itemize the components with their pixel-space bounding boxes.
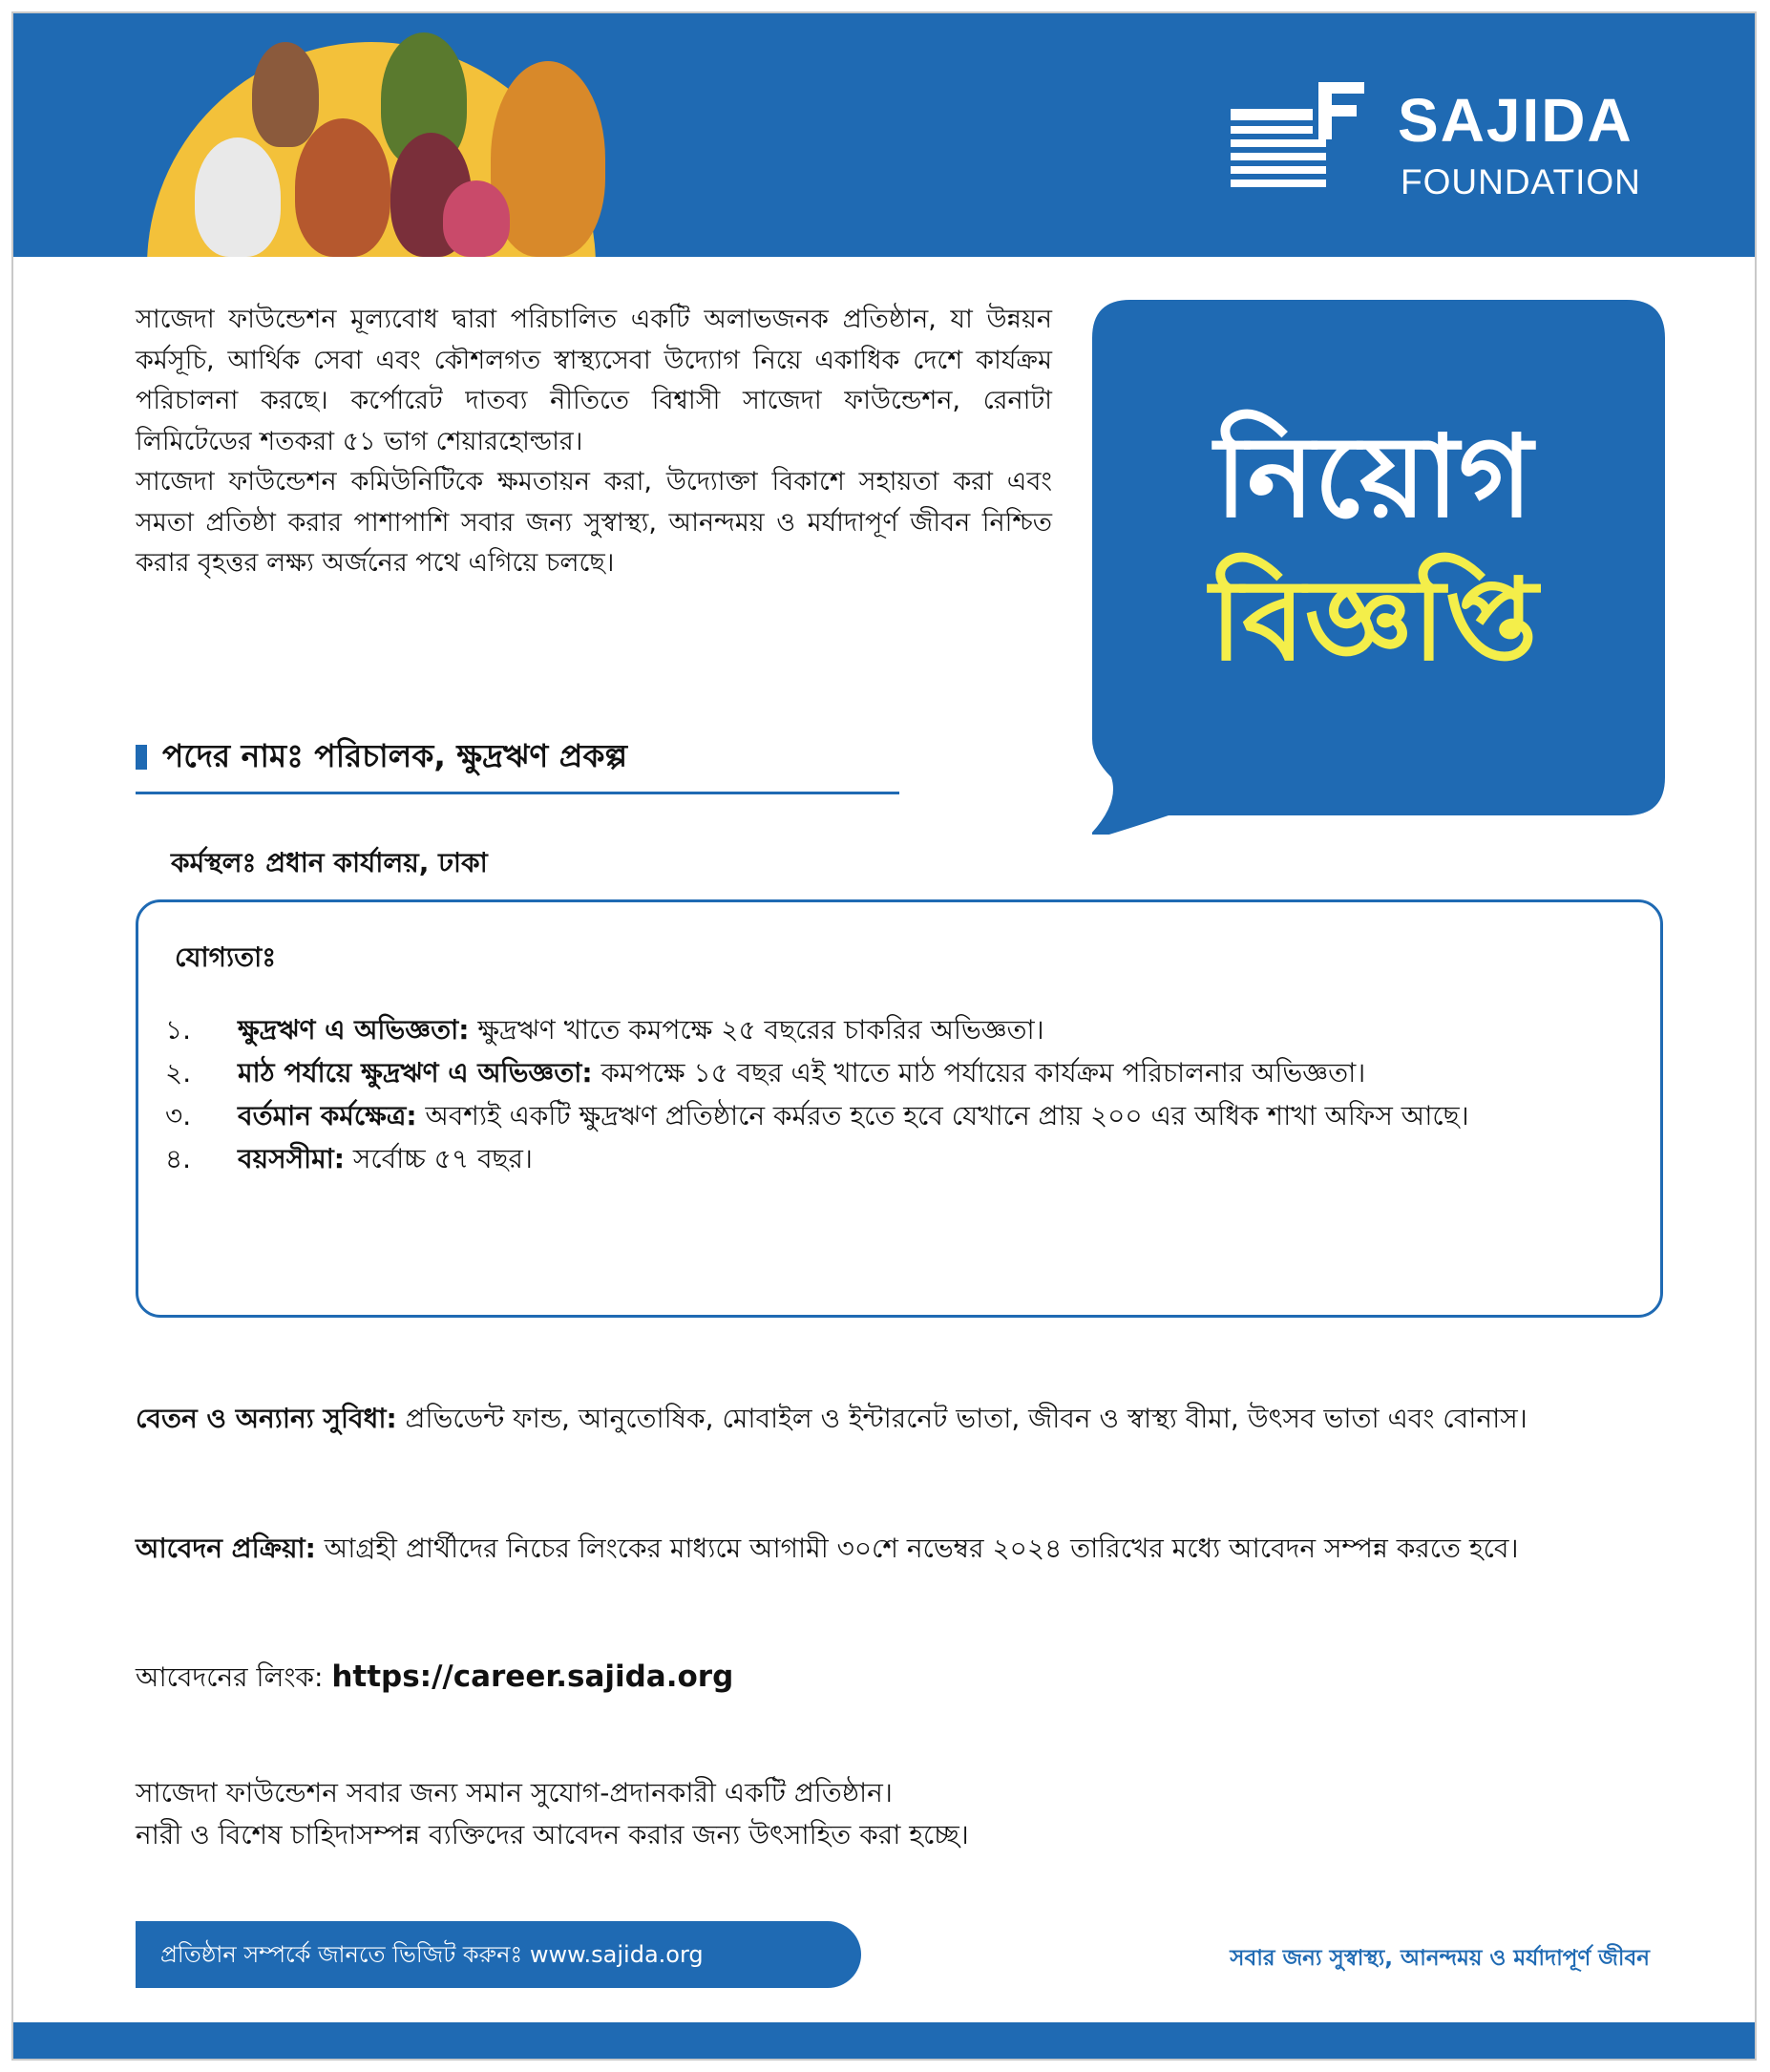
list-item [165, 1138, 1597, 1179]
post-title [136, 731, 627, 785]
application-link-line [136, 1656, 1663, 1699]
benefits-paragraph [136, 1398, 1663, 1440]
item-label: ক্ষুদ্রঋণ এ অভিজ্ঞতা: [238, 1014, 470, 1046]
benefits-text: প্রভিডেন্ট ফান্ড, আনুতোষিক, মোবাইল ও ইন্টারনেট ভাতা, জীবন ও স্বাস্থ্য বীমা, উৎসব ভাতা এবং বোনাস। [396, 1403, 1528, 1434]
logo-wordmark: SAJIDA [1398, 86, 1633, 155]
item-number: ২. [165, 1057, 192, 1089]
post-title-text: পদের নামঃ পরিচালক, ক্ষুদ্রঋণ প্রকল্প [162, 737, 628, 774]
headline-line-recruitment: নিয়োগ [1214, 411, 1533, 542]
qualifications-box [136, 899, 1663, 1318]
qualifications-title: যোগ্যতাঃ [175, 941, 277, 973]
item-label: বর্তমান কর্মক্ষেত্র: [238, 1100, 417, 1131]
divider [136, 792, 899, 794]
sf-logo-mark-icon [1231, 82, 1364, 195]
sajida-foundation-logo [1231, 69, 1670, 212]
bullet-marker-icon [136, 745, 147, 770]
headline-line-notice: বিজ্ঞপ্তি [1210, 554, 1538, 686]
closing-line: নারী ও বিশেষ চাহিদাসম্পন্ন ব্যক্তিদের আবেদন করার জন্য উৎসাহিত করা হচ্ছে। [136, 1819, 969, 1850]
intro-text [136, 300, 1052, 584]
person-photo [295, 118, 390, 257]
website-visit-banner[interactable]: প্রতিষ্ঠান সম্পর্কে জানতে ভিজিট করুনঃ www.sajida.org [136, 1921, 861, 1988]
qualifications-list [165, 1009, 1597, 1181]
item-label: মাঠ পর্যায়ে ক্ষুদ্রঋণ এ অভিজ্ঞতা: [238, 1057, 593, 1089]
list-item [165, 1052, 1597, 1093]
item-label: বয়সসীমা: [238, 1143, 345, 1174]
link-label: আবেদনের লিংক: [136, 1661, 332, 1693]
item-number: ৪. [165, 1143, 192, 1174]
workplace: কর্মস্থলঃ প্রধান কার্যালয়, ঢাকা [171, 847, 488, 878]
person-photo [195, 137, 281, 257]
intro-paragraph: সাজেদা ফাউন্ডেশন কমিউনিটিকে ক্ষমতায়ন করা, উদ্যোক্তা বিকাশে সহায়তা করা এবং সমতা প্রতিষ্ঠা করার পাশাপাশি সবার জন্য সুস্বাস্থ্য, আনন্দময় ও মর্যাদাপূর্ণ জীবন নিশ্চিত করার বৃহত্তর লক্ষ্য অর্জনের পথে এগিয়ে চলছে। [136, 467, 1052, 578]
header-banner [13, 13, 1755, 257]
list-item [165, 1095, 1597, 1136]
benefits-label: বেতন ও অন্যান্য সুবিধা: [136, 1403, 397, 1434]
career-link[interactable]: https://career.sajida.org [331, 1660, 734, 1694]
tagline: সবার জন্য সুস্বাস্থ্য, আনন্দময় ও মর্যাদাপূর্ণ জীবন [1230, 1946, 1650, 1971]
application-label: আবেদন প্রক্রিয়া: [136, 1533, 316, 1564]
item-text: ক্ষুদ্রঋণ খাতে কমপক্ষে ২৫ বছরের চাকরির অভিজ্ঞতা। [469, 1014, 1044, 1046]
logo-subtitle: FOUNDATION [1401, 162, 1641, 201]
intro-paragraph: সাজেদা ফাউন্ডেশন মূল্যবোধ দ্বারা পরিচালিত একটি অলাভজনক প্রতিষ্ঠান, যা উন্নয়ন কর্মসূচি, আর্থিক সেবা এবং কৌশলগত স্বাস্থ্যসেবা উদ্যোগ নিয়ে একাধিক দেশে কার্যক্রম পরিচালনা করছে। কর্পোরেট দাতব্য নীতিতে বিশ্বাসী সাজেদা ফাউন্ডেশন, রেনাটা লিমিটেডের শতকরা ৫১ ভাগ শেয়ারহোল্ডার। [136, 305, 1052, 456]
person-photo [252, 42, 319, 147]
item-number: ১. [165, 1014, 192, 1046]
closing-text [136, 1772, 1663, 1856]
item-text: সর্বোচ্চ ৫৭ বছর। [344, 1143, 533, 1174]
job-ad-page [11, 11, 1757, 2061]
person-photo [443, 180, 510, 257]
people-photo-collage [137, 13, 634, 257]
application-paragraph [136, 1528, 1663, 1570]
application-text: আগ্রহী প্রার্থীদের নিচের লিংকের মাধ্যমে আগামী ৩০শে নভেম্বর ২০২৪ তারিখের মধ্যে আবেদন সম্পন্ন করতে হবে। [315, 1533, 1519, 1564]
headline [1126, 405, 1622, 691]
item-number: ৩. [165, 1100, 192, 1131]
closing-line: সাজেদা ফাউন্ডেশন সবার জন্য সমান সুযোগ-প্রদানকারী একটি প্রতিষ্ঠান। [136, 1777, 893, 1808]
item-text: কমপক্ষে ১৫ বছর এই খাতে মাঠ পর্যায়ের কার্যক্রম পরিচালনার অভিজ্ঞতা। [592, 1057, 1366, 1089]
list-item [165, 1009, 1597, 1050]
bottom-bar [13, 2022, 1755, 2059]
item-text: অবশ্যই একটি ক্ষুদ্রঋণ প্রতিষ্ঠানে কর্মরত হতে হবে যেখানে প্রায় ২০০ এর অধিক শাখা অফিস আছে। [416, 1100, 1469, 1131]
